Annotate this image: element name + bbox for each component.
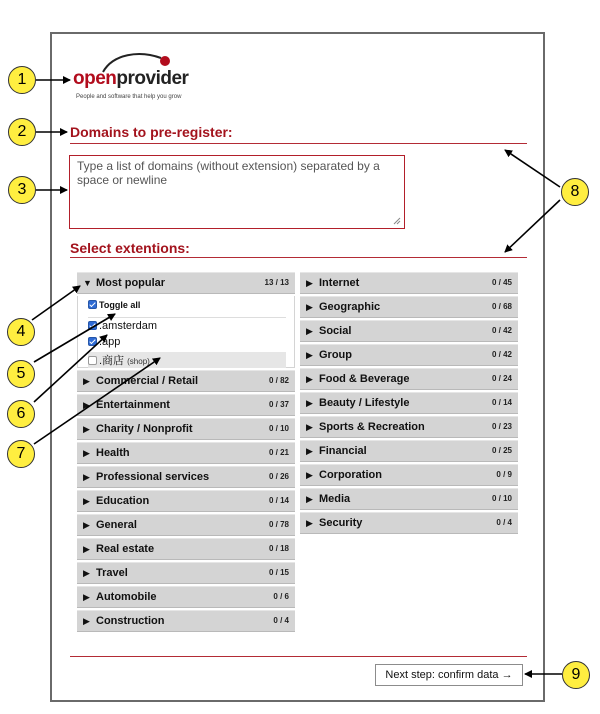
collapsed-triangle-icon: ▶ — [306, 326, 313, 336]
collapsed-triangle-icon: ▶ — [306, 278, 313, 288]
category-sports-recreation[interactable] — [300, 416, 518, 438]
category-label: Corporation — [319, 469, 382, 481]
extensions-left-column — [77, 272, 295, 634]
category-count: 0 / 14 — [268, 496, 289, 505]
extension-sublabel: (shop) — [127, 357, 150, 366]
category-charity-nonprofit[interactable] — [77, 418, 295, 440]
category-label: Entertainment — [96, 399, 170, 411]
extension-option-shop[interactable] — [88, 352, 286, 368]
extension-label: .商店 — [99, 355, 125, 367]
category-count: 0 / 4 — [496, 518, 512, 527]
category-count: 0 / 23 — [491, 422, 512, 431]
category-count: 0 / 10 — [268, 424, 289, 433]
callout-8: 8 — [561, 178, 589, 206]
category-label: Education — [96, 495, 150, 507]
logo-wordmark: openprovider — [73, 68, 189, 89]
category-count: 0 / 42 — [491, 326, 512, 335]
collapsed-triangle-icon: ▶ — [83, 592, 90, 602]
collapsed-triangle-icon: ▶ — [83, 544, 90, 554]
category-geographic[interactable] — [300, 296, 518, 318]
collapsed-triangle-icon: ▶ — [306, 494, 313, 504]
category-group[interactable] — [300, 344, 518, 366]
expanded-triangle-icon: ▼ — [83, 278, 92, 288]
category-label: Financial — [319, 445, 367, 457]
category-label: Construction — [96, 615, 165, 627]
callout-2: 2 — [8, 118, 36, 146]
extension-label: .app — [99, 336, 121, 348]
category-real-estate[interactable] — [77, 538, 295, 560]
logo-tagline: People and software that help you grow — [76, 94, 182, 100]
extension-checkbox[interactable] — [88, 321, 97, 330]
category-count: 0 / 6 — [273, 592, 289, 601]
category-count: 0 / 26 — [268, 472, 289, 481]
collapsed-triangle-icon: ▶ — [306, 422, 313, 432]
callout-5: 5 — [7, 360, 35, 388]
category-count: 0 / 15 — [268, 568, 289, 577]
category-label: Most popular — [96, 277, 166, 289]
collapsed-triangle-icon: ▶ — [306, 302, 313, 312]
category-count: 0 / 14 — [491, 398, 512, 407]
category-internet[interactable] — [300, 272, 518, 294]
callout-1: 1 — [8, 66, 36, 94]
resize-grip-icon[interactable] — [393, 217, 401, 225]
callout-9: 9 — [562, 661, 590, 689]
category-most-popular[interactable] — [77, 272, 295, 294]
extensions-right-column — [300, 272, 518, 536]
next-step-button[interactable]: Next step: confirm data → — [375, 664, 523, 686]
category-count: 0 / 25 — [491, 446, 512, 455]
category-automobile[interactable] — [77, 586, 295, 608]
category-count: 0 / 42 — [491, 350, 512, 359]
category-label: Commercial / Retail — [96, 375, 199, 387]
category-commercial-retail[interactable] — [77, 370, 295, 392]
category-professional-services[interactable] — [77, 466, 295, 488]
collapsed-triangle-icon: ▶ — [83, 520, 90, 530]
category-label: General — [96, 519, 137, 531]
callout-6: 6 — [7, 400, 35, 428]
category-label: Food & Beverage — [319, 373, 410, 385]
category-health[interactable] — [77, 442, 295, 464]
category-label: Group — [319, 349, 352, 361]
collapsed-triangle-icon: ▶ — [306, 470, 313, 480]
collapsed-triangle-icon: ▶ — [83, 448, 90, 458]
openprovider-logo — [73, 56, 203, 106]
category-label: Internet — [319, 277, 360, 289]
collapsed-triangle-icon: ▶ — [83, 568, 90, 578]
extensions-heading: Select extentions: — [70, 240, 190, 256]
domains-divider — [70, 143, 527, 144]
category-count: 0 / 45 — [491, 278, 512, 287]
category-count: 0 / 82 — [268, 376, 289, 385]
category-construction[interactable] — [77, 610, 295, 632]
extension-checkbox[interactable] — [88, 337, 97, 346]
category-corporation[interactable] — [300, 464, 518, 486]
footer-divider — [70, 656, 527, 657]
category-financial[interactable] — [300, 440, 518, 462]
category-food-beverage[interactable] — [300, 368, 518, 390]
collapsed-triangle-icon: ▶ — [83, 400, 90, 410]
extension-label: .amsterdam — [99, 320, 158, 332]
category-count: 0 / 18 — [268, 544, 289, 553]
callout-3: 3 — [8, 176, 36, 204]
collapsed-triangle-icon: ▶ — [83, 424, 90, 434]
category-label: Travel — [96, 567, 128, 579]
extension-option-amsterdam[interactable] — [88, 320, 286, 336]
category-label: Geographic — [319, 301, 381, 313]
category-count: 0 / 78 — [268, 520, 289, 529]
extensions-divider — [70, 257, 527, 258]
toggle-all-checkbox[interactable] — [88, 300, 97, 309]
category-education[interactable] — [77, 490, 295, 512]
category-label: Sports & Recreation — [319, 421, 425, 433]
most-popular-options — [77, 296, 295, 368]
category-count: 0 / 21 — [268, 448, 289, 457]
category-general[interactable] — [77, 514, 295, 536]
collapsed-triangle-icon: ▶ — [83, 616, 90, 626]
category-label: Social — [319, 325, 352, 337]
category-count: 0 / 4 — [273, 616, 289, 625]
category-label: Media — [319, 493, 351, 505]
category-label: Real estate — [96, 543, 155, 555]
category-security[interactable] — [300, 512, 518, 534]
category-entertainment[interactable] — [77, 394, 295, 416]
extension-option-app[interactable] — [88, 336, 286, 352]
category-label: Health — [96, 447, 130, 459]
callout-7: 7 — [7, 440, 35, 468]
collapsed-triangle-icon: ▶ — [83, 376, 90, 386]
collapsed-triangle-icon: ▶ — [83, 496, 90, 506]
toggle-all-label: Toggle all — [99, 300, 141, 310]
category-count: 0 / 24 — [491, 374, 512, 383]
category-travel[interactable] — [77, 562, 295, 584]
category-label: Automobile — [96, 591, 157, 603]
domains-placeholder: Type a list of domains (without extension) separated by a space or newline — [77, 159, 380, 187]
category-count: 13 / 13 — [264, 278, 289, 287]
toggle-all-option[interactable] — [88, 300, 286, 318]
category-label: Charity / Nonprofit — [96, 423, 193, 435]
collapsed-triangle-icon: ▶ — [306, 350, 313, 360]
callout-4: 4 — [7, 318, 35, 346]
category-label: Beauty / Lifestyle — [319, 397, 410, 409]
domains-heading: Domains to pre-register: — [70, 124, 233, 140]
extension-checkbox[interactable] — [88, 356, 97, 365]
category-count: 0 / 68 — [491, 302, 512, 311]
category-social[interactable] — [300, 320, 518, 342]
collapsed-triangle-icon: ▶ — [306, 398, 313, 408]
category-beauty-lifestyle[interactable] — [300, 392, 518, 414]
category-label: Professional services — [96, 471, 210, 483]
category-media[interactable] — [300, 488, 518, 510]
category-count: 0 / 9 — [496, 470, 512, 479]
category-count: 0 / 37 — [268, 400, 289, 409]
domains-textarea[interactable] — [69, 155, 405, 229]
collapsed-triangle-icon: ▶ — [306, 518, 313, 528]
collapsed-triangle-icon: ▶ — [306, 446, 313, 456]
category-label: Security — [319, 517, 363, 529]
collapsed-triangle-icon: ▶ — [83, 472, 90, 482]
category-count: 0 / 10 — [491, 494, 512, 503]
collapsed-triangle-icon: ▶ — [306, 374, 313, 384]
